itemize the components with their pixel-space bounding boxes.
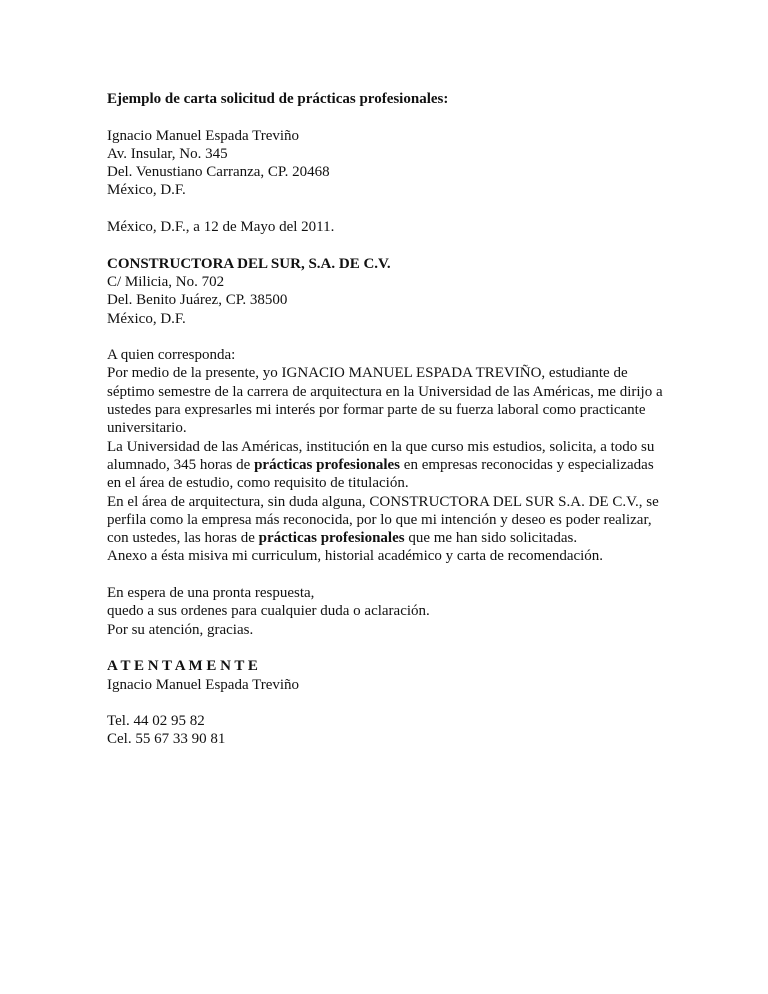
signature-name: Ignacio Manuel Espada Treviño	[107, 676, 300, 693]
sender-name: Ignacio Manuel Espada Treviño	[107, 127, 300, 144]
date-line: México, D.F., a 12 de Mayo del 2011.	[107, 219, 335, 236]
closing-block	[107, 584, 667, 639]
paragraph-university-bold: prácticas profesionales	[254, 456, 401, 473]
paragraph-university	[107, 438, 667, 493]
recipient-city: México, D.F.	[107, 310, 186, 327]
closing-line-3: Por su atención, gracias.	[107, 621, 254, 638]
recipient-district: Del. Benito Juárez, CP. 38500	[107, 292, 288, 309]
letter-page	[107, 90, 667, 749]
paragraph-company-bold: prácticas profesionales	[258, 530, 405, 547]
sender-street: Av. Insular, No. 345	[107, 145, 228, 162]
recipient-street: C/ Milicia, No. 702	[107, 273, 225, 290]
closing-line-1: En espera de una pronta respuesta,	[107, 585, 315, 602]
closing-line-2: quedo a sus ordenes para cualquier duda o aclaración.	[107, 603, 430, 620]
signature-heading: A T E N T A M E N T E	[107, 658, 258, 675]
contact-block	[107, 712, 667, 749]
paragraph-company-text-1: En el área de arquitectura, sin duda alguna, CONSTRUCTORA DEL SUR S.A. DE C.V., se perfila como la empresa más reconocida, por lo que mi intención y deseo es poder realizar, con ustedes, las horas de	[107, 493, 659, 547]
sender-address	[107, 127, 667, 200]
signature-block	[107, 657, 667, 694]
sender-district: Del. Venustiano Carranza, CP. 20468	[107, 164, 330, 181]
paragraph-university-text-2: en empresas reconocidas y especializadas en el área de estudio, como requisito de titulación.	[107, 456, 654, 492]
paragraph-intro: Por medio de la presente, yo IGNACIO MANUEL ESPADA TREVIÑO, estudiante de séptimo semestre de la carrera de arquitectura en la Universidad de las Américas, me dirijo a ustedes para expresarles mi interés por formar parte de su fuerza laboral como practicante universitario.	[107, 365, 663, 437]
sender-city: México, D.F.	[107, 182, 186, 199]
paragraph-company	[107, 493, 667, 548]
paragraph-university-text-1: La Universidad de las Américas, institución en la que curso mis estudios, solicita, a todo su alumnado, 345 horas de	[107, 438, 655, 473]
paragraph-company-text-2: que me han sido solicitadas.	[404, 530, 578, 547]
contact-tel: Tel. 44 02 95 82	[107, 713, 205, 730]
contact-cel: Cel. 55 67 33 90 81	[107, 731, 226, 748]
paragraph-annex: Anexo a ésta misiva mi curriculum, historial académico y carta de recomendación.	[107, 548, 604, 565]
recipient-address	[107, 255, 667, 328]
salutation: A quien corresponda:	[107, 347, 236, 364]
recipient-company: CONSTRUCTORA DEL SUR, S.A. DE C.V.	[107, 255, 391, 272]
letter-title: Ejemplo de carta solicitud de prácticas profesionales:	[107, 91, 449, 107]
